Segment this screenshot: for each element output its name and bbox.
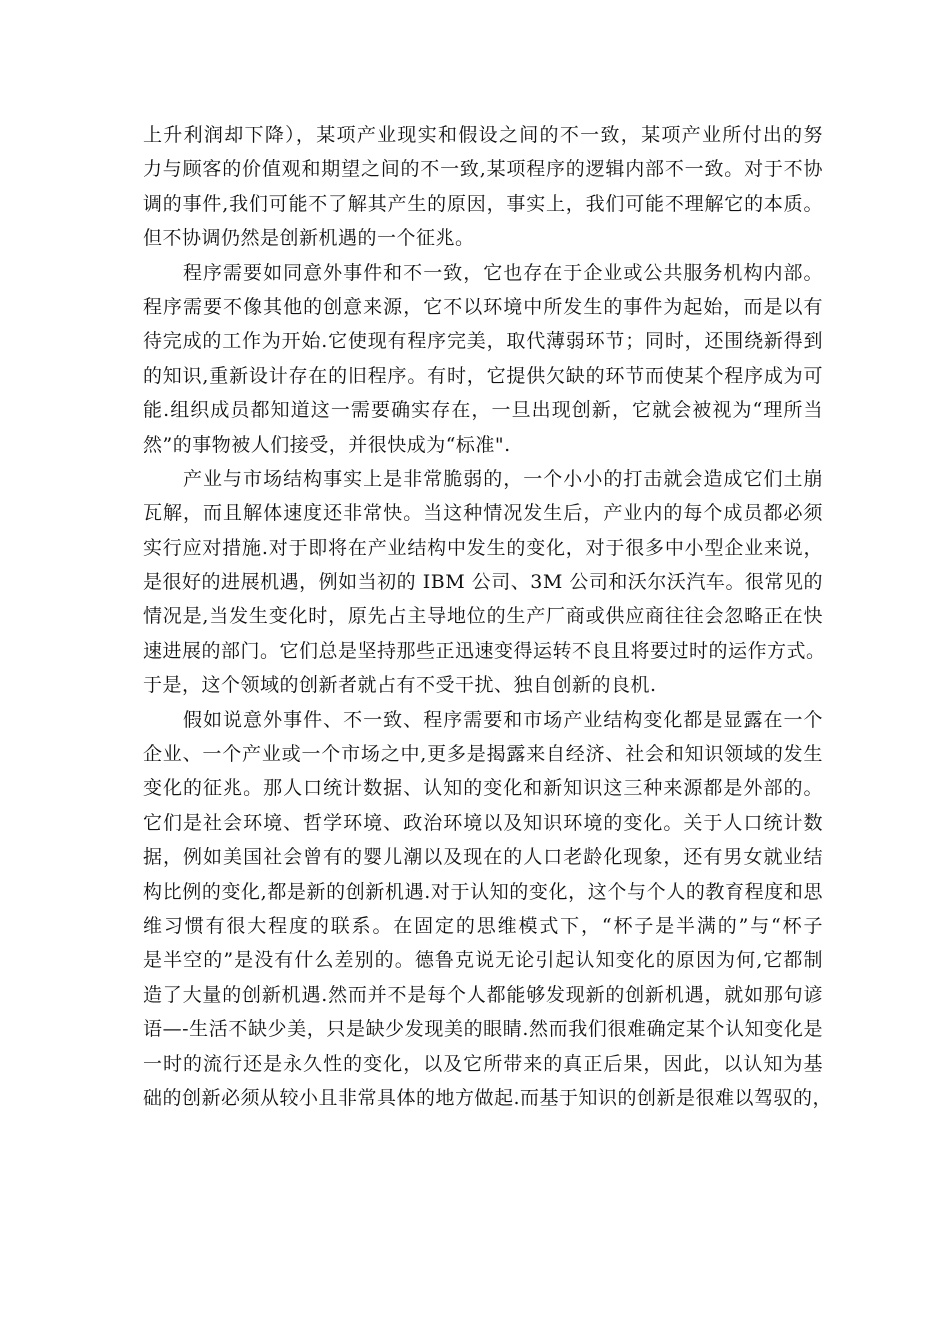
paragraph-line: 速进展的部门。它们总是坚持那些正迅速变得运转不良且将要过时的运作方式。 [143,639,826,662]
paragraph-line: 变化的征兆。那人口统计数据、认知的变化和新知识这三种来源都是外部的。 [143,777,823,800]
paragraph-line: 维习惯有很大程度的联系。在固定的思维模式下，“杯子是半满的”与“杯子 [143,914,823,937]
paragraph-line: 情况是,当发生变化时，原先占主导地位的生产厂商或供应商往往会忽略正在快 [143,605,823,628]
paragraph-line: 待完成的工作为开始.它使现有程序完美，取代薄弱环节；同时，还围绕新得到 [143,330,823,353]
paragraph-line: 产业与市场结构事实上是非常脆弱的，一个小小的打击就会造成它们土崩 [183,467,823,490]
paragraph-line: 调的事件,我们可能不了解其产生的原因，事实上，我们可能不理解它的本质。 [143,192,823,215]
paragraph-line: 于是，这个领域的创新者就占有不受干扰、独自创新的良机. [143,674,657,697]
paragraph-line: 是很好的进展机遇，例如当初的 IBM 公司、3M 公司和沃尔沃汽车。很常见的 [143,571,823,594]
paragraph-line: 础的创新必须从较小且非常具体的地方做起.而基于知识的创新是很难以驾驭的， [143,1086,833,1109]
paragraph-line: 企业、一个产业或一个市场之中,更多是揭露来自经济、社会和知识领域的发生 [143,743,823,766]
paragraph-line: 程序需要如同意外事件和不一致，它也存在于企业或公共服务机构内部。 [183,261,823,284]
paragraph-line: 上升利润却下降），某项产业现实和假设之间的不一致，某项产业所付出的努 [143,124,823,146]
paragraph-line: 但不协调仍然是创新机遇的一个征兆。 [143,227,475,250]
paragraph-line: 它们是社会环境、哲学环境、政治环境以及知识环境的变化。关于人口统计数 [143,811,823,834]
paragraph-line: 造了大量的创新机遇.然而并不是每个人都能够发现新的创新机遇，就如那句谚 [143,983,823,1006]
paragraph [143,118,823,256]
paragraph-line: 程序需要不像其他的创意来源，它不以环境中所发生的事件为起始，而是以有 [143,295,823,318]
document-body [143,118,833,1115]
paragraph-line: 假如说意外事件、不一致、程序需要和市场产业结构变化都是显露在一个 [183,708,823,731]
paragraph-line: 一时的流行还是永久性的变化，以及它所带来的真正后果，因此，以认知为基 [143,1052,823,1075]
paragraph-line: 然”的事物被人们接受，并很快成为“标准". [143,433,511,456]
paragraph-line: 据，例如美国社会曾有的婴儿潮以及现在的人口老龄化现象，还有男女就业结 [143,846,823,869]
paragraph-line: 瓦解，而且解体速度还非常快。当这种情况发生后，产业内的每个成员都必须 [143,502,823,525]
paragraph-line: 能.组织成员都知道这一需要确实存在，一旦出现创新，它就会被视为“理所当 [143,399,823,422]
paragraph-line: 语—-生活不缺少美，只是缺少发现美的眼睛.然而我们很难确定某个认知变化是 [143,1018,823,1041]
paragraph-line: 的知识,重新设计存在的旧程序。有时，它提供欠缺的环节而使某个程序成为可 [143,364,823,387]
paragraph-line: 实行应对措施.对于即将在产业结构中发生的变化，对于很多中小型企业来说， [143,536,823,559]
paragraph-line: 是半空的”是没有什么差别的。德鲁克说无论引起认知变化的原因为何,它都制 [143,949,823,972]
paragraph [143,256,823,462]
paragraph-line: 力与顾客的价值观和期望之间的不一致,某项程序的逻辑内部不一致。对于不协 [143,158,823,181]
paragraph [143,462,826,703]
paragraph [143,703,833,1116]
paragraph-line: 构比例的变化,都是新的创新机遇.对于认知的变化，这个与个人的教育程度和思 [143,880,823,903]
